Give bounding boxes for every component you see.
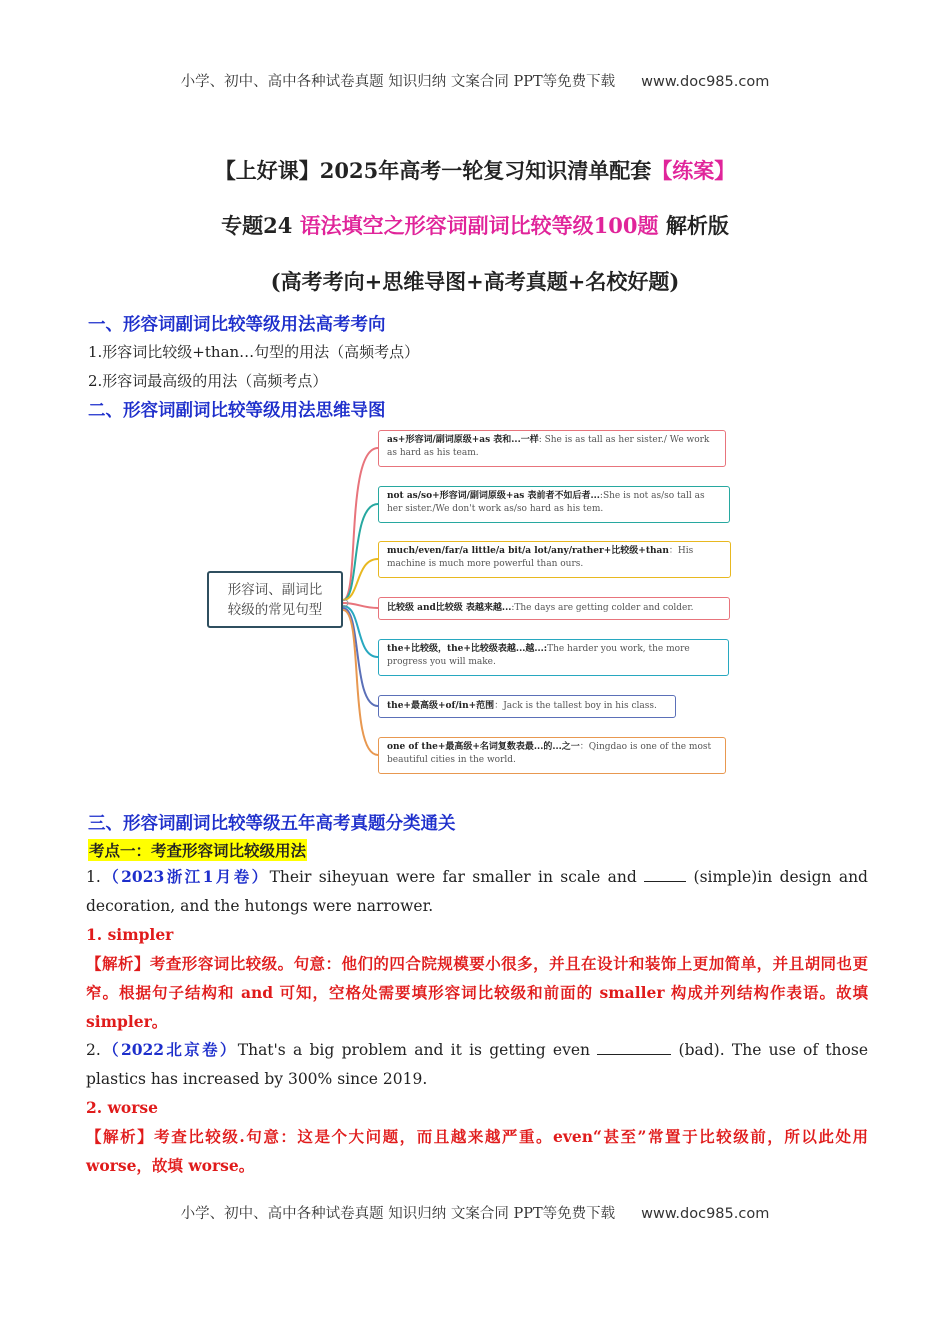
q2-analysis: 【解析】考查比较级.句意：这是个大问题，而且越来越严重。even“甚至”常置于比较级前，所以此处用 worse，故填 worse。	[86, 1127, 868, 1175]
q1-blank	[644, 868, 686, 882]
node-7-example: ：Qingdao is one of the most beautiful cities in the world.	[387, 742, 712, 765]
node-7-pattern: one of the+最高级+名词复数表最...的...之一	[387, 742, 580, 752]
q2-answer: 2. worse	[86, 1098, 159, 1117]
q2-text-a: That's a big problem and it is getting even	[237, 1041, 598, 1059]
mindmap-node-7	[378, 737, 726, 774]
section3-heading: 三、形容词副词比较等级五年高考真题分类通关	[88, 814, 456, 834]
q1-answer: 1. simpler	[86, 925, 174, 944]
exam-point-label: 考点一：考查形容词比较级用法	[89, 841, 307, 860]
title-topic-num: 专题24	[221, 213, 300, 238]
header-text: 小学、初中、高中各种试卷真题 知识归纳 文案合同 PPT等免费下载	[180, 74, 616, 90]
node-2-pattern: not as/so+形容词/副词原级+as 表前者不如后者...	[387, 491, 600, 501]
mindmap-node-3	[378, 541, 731, 578]
q1-text-b: (simple)in design and decoration, and the hutongs were narrower.	[86, 868, 868, 915]
page-footer	[0, 1202, 950, 1223]
mindmap-node-5	[378, 639, 729, 676]
header-url[interactable]: www.doc985.com	[641, 74, 770, 90]
question-2	[86, 1035, 868, 1094]
node-5-example: The harder you work, the more progress you will make.	[387, 644, 690, 667]
mindmap-node-6	[378, 695, 676, 718]
question-1	[86, 862, 868, 921]
node-6-example: ：Jack is the tallest boy in his class.	[494, 701, 657, 711]
q1-number: 1.	[86, 868, 101, 886]
node-4-pattern: 比较级 and比较级 表越来越...	[387, 603, 512, 613]
node-6-pattern: the+最高级+of/in+范围	[387, 701, 495, 711]
mindmap-center	[207, 571, 343, 628]
node-3-pattern: much/even/far/a little/a bit/a lot/any/rather+比较级+than	[387, 546, 669, 556]
q2-text-b: (bad). The use of those plastics has increased by 300% since 2019.	[86, 1041, 868, 1088]
mindmap-node-2	[378, 486, 730, 523]
node-1-pattern: as+形容词/副词原级+as 表和...一样	[387, 435, 539, 445]
node-3-example: ：His machine is much more powerful than ours.	[387, 546, 694, 569]
section1-item-1: 1.形容词比较级+than…句型的用法（高频考点）	[88, 343, 420, 361]
title-line-3: (高考考向+思维导图+高考真题+名校好题)	[270, 269, 680, 294]
section1-item-2: 2.形容词最高级的用法（高频考点）	[88, 372, 328, 390]
mindmap-node-1	[378, 430, 726, 467]
q2-number: 2.	[86, 1041, 101, 1059]
mindmap-center-line-1: 形容词、副词比	[227, 582, 323, 598]
mindmap-center-line-2: 较级的常见句型	[227, 602, 323, 618]
node-1-example: : She is as tall as her sister./ We work as hard as his team.	[387, 435, 710, 458]
q2-blank	[597, 1041, 671, 1055]
mindmap-node-4	[378, 597, 730, 620]
footer-text: 小学、初中、高中各种试卷真题 知识归纳 文案合同 PPT等免费下载	[180, 1206, 616, 1222]
q2-source: （2022北京卷）	[100, 1040, 238, 1059]
branch-7	[343, 610, 378, 755]
title-tag: 【练案】	[651, 158, 736, 183]
title-version: 解析版	[658, 213, 729, 238]
node-2-example: :She is not as/so tall as her sister./We don't work as/so hard as his tem.	[387, 491, 705, 514]
section2-heading: 二、形容词副词比较等级用法思维导图	[88, 401, 386, 421]
branch-2	[343, 504, 378, 600]
node-5-pattern: the+比较级，the+比较级表越...越...:	[387, 644, 548, 654]
q1-source: （2023浙江1月卷）	[100, 867, 270, 886]
q1-analysis: 【解析】考查形容词比较级。句意：他们的四合院规模要小很多，并且在设计和装饰上更加简单，并且胡同也更窄。根据句子结构和 and 可知，空格处需要填形容词比较级和前面的 smaller 构成并列结构作表语。故填 simpler。	[86, 954, 868, 1031]
q1-text-a: Their siheyuan were far smaller in scale and	[269, 868, 645, 886]
title-topic: 语法填空之形容词副词比较等级100题	[299, 213, 659, 238]
footer-url[interactable]: www.doc985.com	[641, 1206, 770, 1222]
title-main: 【上好课】2025年高考一轮复习知识清单配套	[214, 158, 652, 183]
section1-heading: 一、形容词副词比较等级用法高考考向	[88, 315, 386, 335]
node-4-example: :The days are getting colder and colder.	[511, 603, 694, 613]
